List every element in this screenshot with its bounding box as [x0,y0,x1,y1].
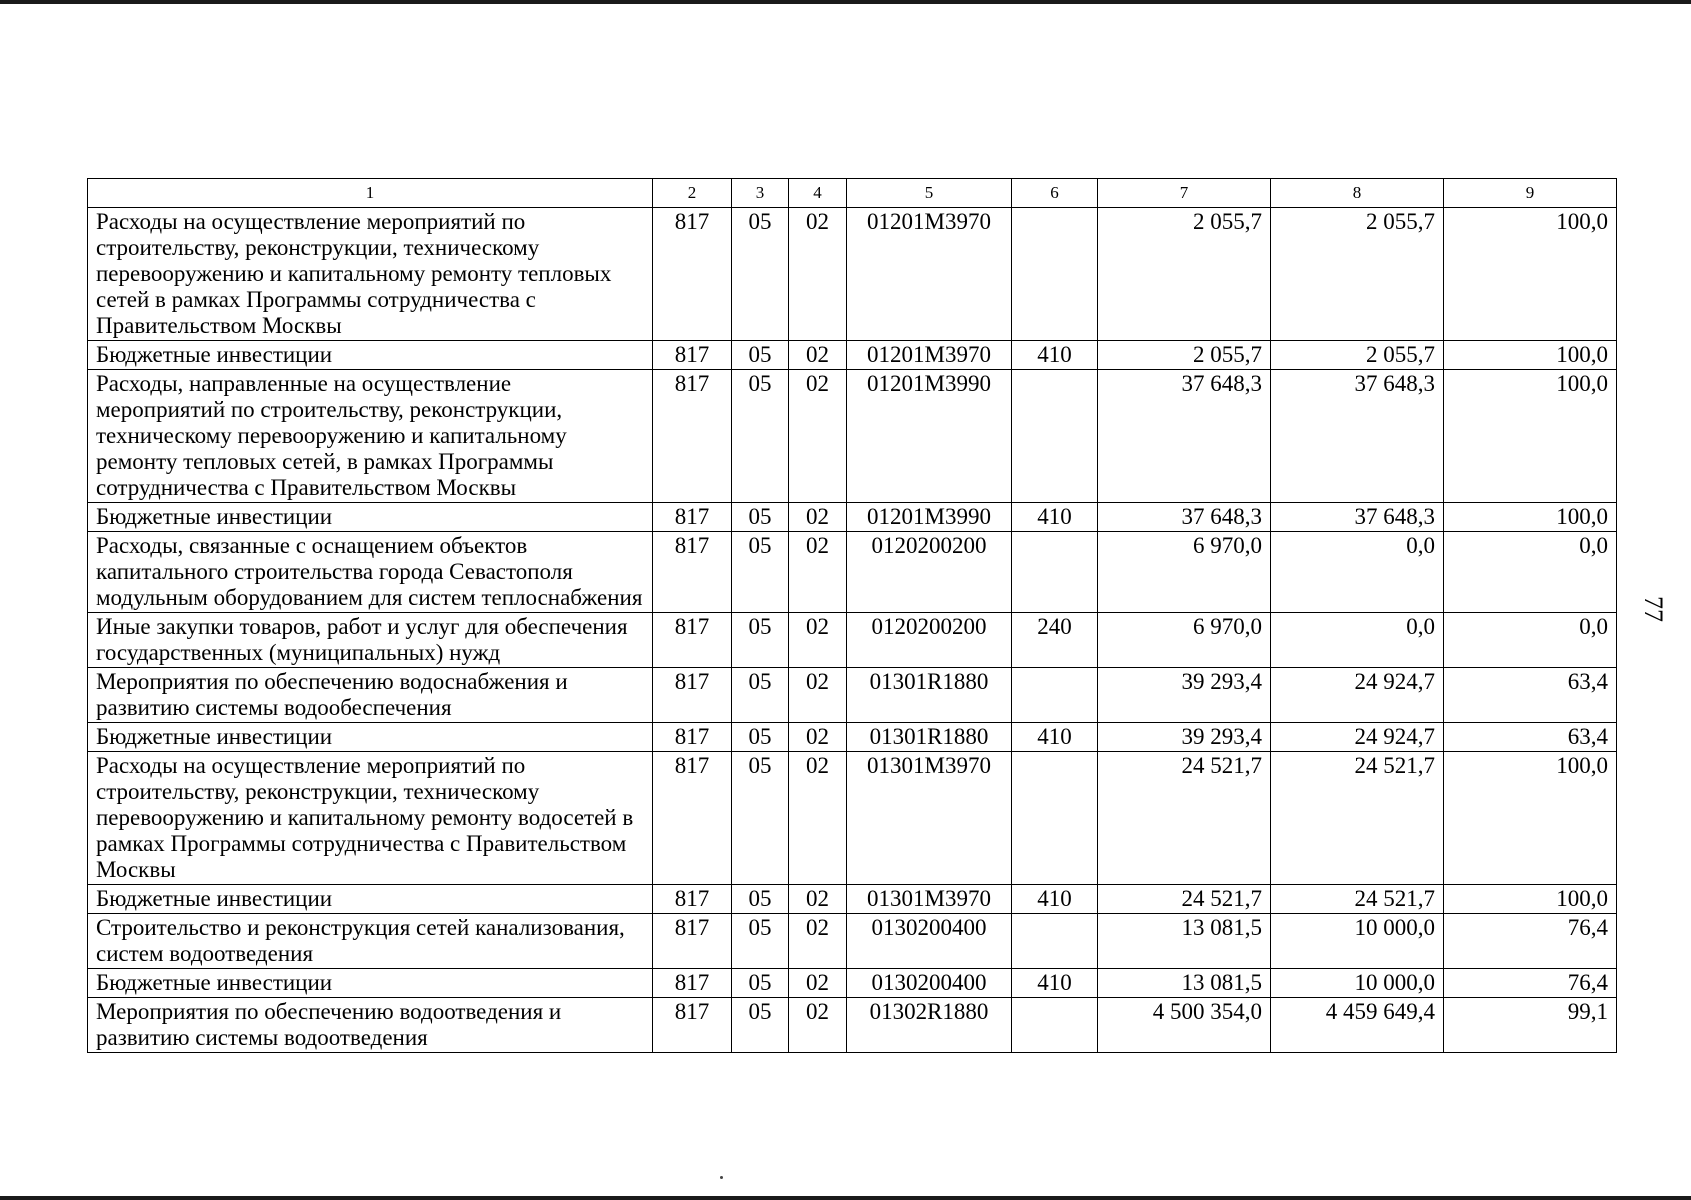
row-col-3: 05 [732,969,789,998]
table-row [88,503,1617,532]
row-col-7: 37 648,3 [1098,503,1271,532]
row-col-7: 39 293,4 [1098,668,1271,723]
row-col-9: 100,0 [1444,208,1617,341]
row-col-5: 0130200400 [847,969,1012,998]
row-col-9: 0,0 [1444,532,1617,613]
row-col-8: 37 648,3 [1271,503,1444,532]
table-row [88,969,1617,998]
row-col-3: 05 [732,752,789,885]
row-col-5: 01201M3990 [847,370,1012,503]
row-col-7: 6 970,0 [1098,613,1271,668]
table-row [88,914,1617,969]
row-col-5: 0130200400 [847,914,1012,969]
header-col-4: 4 [789,179,847,208]
table-row [88,532,1617,613]
scan-speck [720,1176,723,1179]
row-col-6 [1012,914,1098,969]
row-col-6: 240 [1012,613,1098,668]
row-col-5: 01201M3970 [847,341,1012,370]
row-col-7: 4 500 354,0 [1098,998,1271,1053]
row-col-9: 63,4 [1444,723,1617,752]
scan-top-edge [0,0,1691,4]
row-col-9: 100,0 [1444,370,1617,503]
row-col-3: 05 [732,370,789,503]
row-col-5: 0120200200 [847,532,1012,613]
row-col-6 [1012,752,1098,885]
budget-table [87,178,1617,1053]
row-col-9: 63,4 [1444,668,1617,723]
row-col-9: 100,0 [1444,752,1617,885]
row-name: Расходы на осуществление мероприятий по строительству, реконструкции, техническому перевооружению и капитальному ремонту водосетей в рамках Программы сотрудничества с Правительством Москвы [88,752,653,885]
row-col-3: 05 [732,613,789,668]
row-name: Бюджетные инвестиции [88,503,653,532]
row-col-5: 01201M3970 [847,208,1012,341]
row-col-6: 410 [1012,969,1098,998]
table-row [88,723,1617,752]
row-col-3: 05 [732,503,789,532]
row-col-4: 02 [789,885,847,914]
row-col-8: 0,0 [1271,532,1444,613]
row-col-8: 2 055,7 [1271,341,1444,370]
row-col-2: 817 [653,723,732,752]
row-name: Мероприятия по обеспечению водоснабжения и развитию системы водообеспечения [88,668,653,723]
row-col-2: 817 [653,885,732,914]
row-col-9: 100,0 [1444,503,1617,532]
row-col-7: 24 521,7 [1098,885,1271,914]
row-col-5: 01301R1880 [847,723,1012,752]
header-col-6: 6 [1012,179,1098,208]
row-col-8: 24 521,7 [1271,885,1444,914]
table-row [88,885,1617,914]
row-col-6 [1012,370,1098,503]
table-row [88,998,1617,1053]
row-col-4: 02 [789,969,847,998]
row-name: Строительство и реконструкция сетей канализования, систем водоотведения [88,914,653,969]
row-name: Бюджетные инвестиции [88,885,653,914]
row-col-3: 05 [732,885,789,914]
row-col-5: 01301M3970 [847,885,1012,914]
header-col-2: 2 [653,179,732,208]
row-col-3: 05 [732,998,789,1053]
row-col-2: 817 [653,668,732,723]
row-col-3: 05 [732,723,789,752]
row-col-2: 817 [653,998,732,1053]
row-col-8: 0,0 [1271,613,1444,668]
header-col-1: 1 [88,179,653,208]
header-col-8: 8 [1271,179,1444,208]
row-name: Расходы, направленные на осуществление мероприятий по строительству, реконструкции, техническому перевооружению и капитальному ремонту тепловых сетей, в рамках Программы сотрудничества с Правительством Москвы [88,370,653,503]
row-col-5: 0120200200 [847,613,1012,668]
row-name: Бюджетные инвестиции [88,341,653,370]
row-col-4: 02 [789,532,847,613]
row-col-6: 410 [1012,503,1098,532]
row-col-9: 0,0 [1444,613,1617,668]
header-col-5: 5 [847,179,1012,208]
row-col-6: 410 [1012,885,1098,914]
row-col-6 [1012,208,1098,341]
row-col-4: 02 [789,341,847,370]
row-name: Бюджетные инвестиции [88,723,653,752]
row-col-4: 02 [789,998,847,1053]
row-col-8: 37 648,3 [1271,370,1444,503]
row-col-7: 2 055,7 [1098,208,1271,341]
row-col-4: 02 [789,208,847,341]
row-name: Расходы на осуществление мероприятий по строительству, реконструкции, техническому перевооружению и капитальному ремонту тепловых сетей в рамках Программы сотрудничества с Правительством Москвы [88,208,653,341]
row-col-8: 4 459 649,4 [1271,998,1444,1053]
row-col-4: 02 [789,668,847,723]
row-col-9: 76,4 [1444,914,1617,969]
row-col-4: 02 [789,914,847,969]
row-col-9: 76,4 [1444,969,1617,998]
row-col-4: 02 [789,752,847,885]
row-col-3: 05 [732,668,789,723]
table-row [88,668,1617,723]
row-col-8: 24 521,7 [1271,752,1444,885]
row-col-2: 817 [653,341,732,370]
row-col-7: 13 081,5 [1098,914,1271,969]
table-row [88,613,1617,668]
row-col-4: 02 [789,723,847,752]
row-col-8: 24 924,7 [1271,668,1444,723]
row-col-2: 817 [653,532,732,613]
row-col-6: 410 [1012,341,1098,370]
row-col-7: 37 648,3 [1098,370,1271,503]
row-col-2: 817 [653,370,732,503]
row-col-6 [1012,532,1098,613]
row-col-6 [1012,998,1098,1053]
row-col-7: 24 521,7 [1098,752,1271,885]
row-col-9: 99,1 [1444,998,1617,1053]
row-col-9: 100,0 [1444,341,1617,370]
row-name: Иные закупки товаров, работ и услуг для обеспечения государственных (муниципальных) нужд [88,613,653,668]
row-col-5: 01201M3990 [847,503,1012,532]
header-col-9: 9 [1444,179,1617,208]
row-col-8: 2 055,7 [1271,208,1444,341]
row-col-2: 817 [653,752,732,885]
row-col-6: 410 [1012,723,1098,752]
row-col-2: 817 [653,613,732,668]
row-col-2: 817 [653,503,732,532]
table-body [88,208,1617,1053]
row-col-9: 100,0 [1444,885,1617,914]
table-row [88,341,1617,370]
row-col-8: 10 000,0 [1271,969,1444,998]
header-row [88,179,1617,208]
table-row [88,370,1617,503]
row-col-7: 2 055,7 [1098,341,1271,370]
row-col-3: 05 [732,341,789,370]
scan-bottom-edge [0,1196,1691,1200]
row-name: Мероприятия по обеспечению водоотведения и развитию системы водоотведения [88,998,653,1053]
page-number: 77 [1639,596,1668,622]
row-col-3: 05 [732,208,789,341]
header-col-7: 7 [1098,179,1271,208]
row-col-5: 01301M3970 [847,752,1012,885]
row-col-3: 05 [732,532,789,613]
row-col-5: 01302R1880 [847,998,1012,1053]
row-name: Бюджетные инвестиции [88,969,653,998]
row-col-2: 817 [653,208,732,341]
row-col-8: 10 000,0 [1271,914,1444,969]
row-name: Расходы, связанные с оснащением объектов капитального строительства города Севастополя модульным оборудованием для систем теплоснабжения [88,532,653,613]
row-col-3: 05 [732,914,789,969]
row-col-2: 817 [653,914,732,969]
row-col-4: 02 [789,370,847,503]
table-row [88,208,1617,341]
table-row [88,752,1617,885]
row-col-6 [1012,668,1098,723]
row-col-8: 24 924,7 [1271,723,1444,752]
row-col-2: 817 [653,969,732,998]
row-col-7: 39 293,4 [1098,723,1271,752]
row-col-5: 01301R1880 [847,668,1012,723]
header-col-3: 3 [732,179,789,208]
row-col-4: 02 [789,613,847,668]
row-col-7: 13 081,5 [1098,969,1271,998]
row-col-4: 02 [789,503,847,532]
row-col-7: 6 970,0 [1098,532,1271,613]
